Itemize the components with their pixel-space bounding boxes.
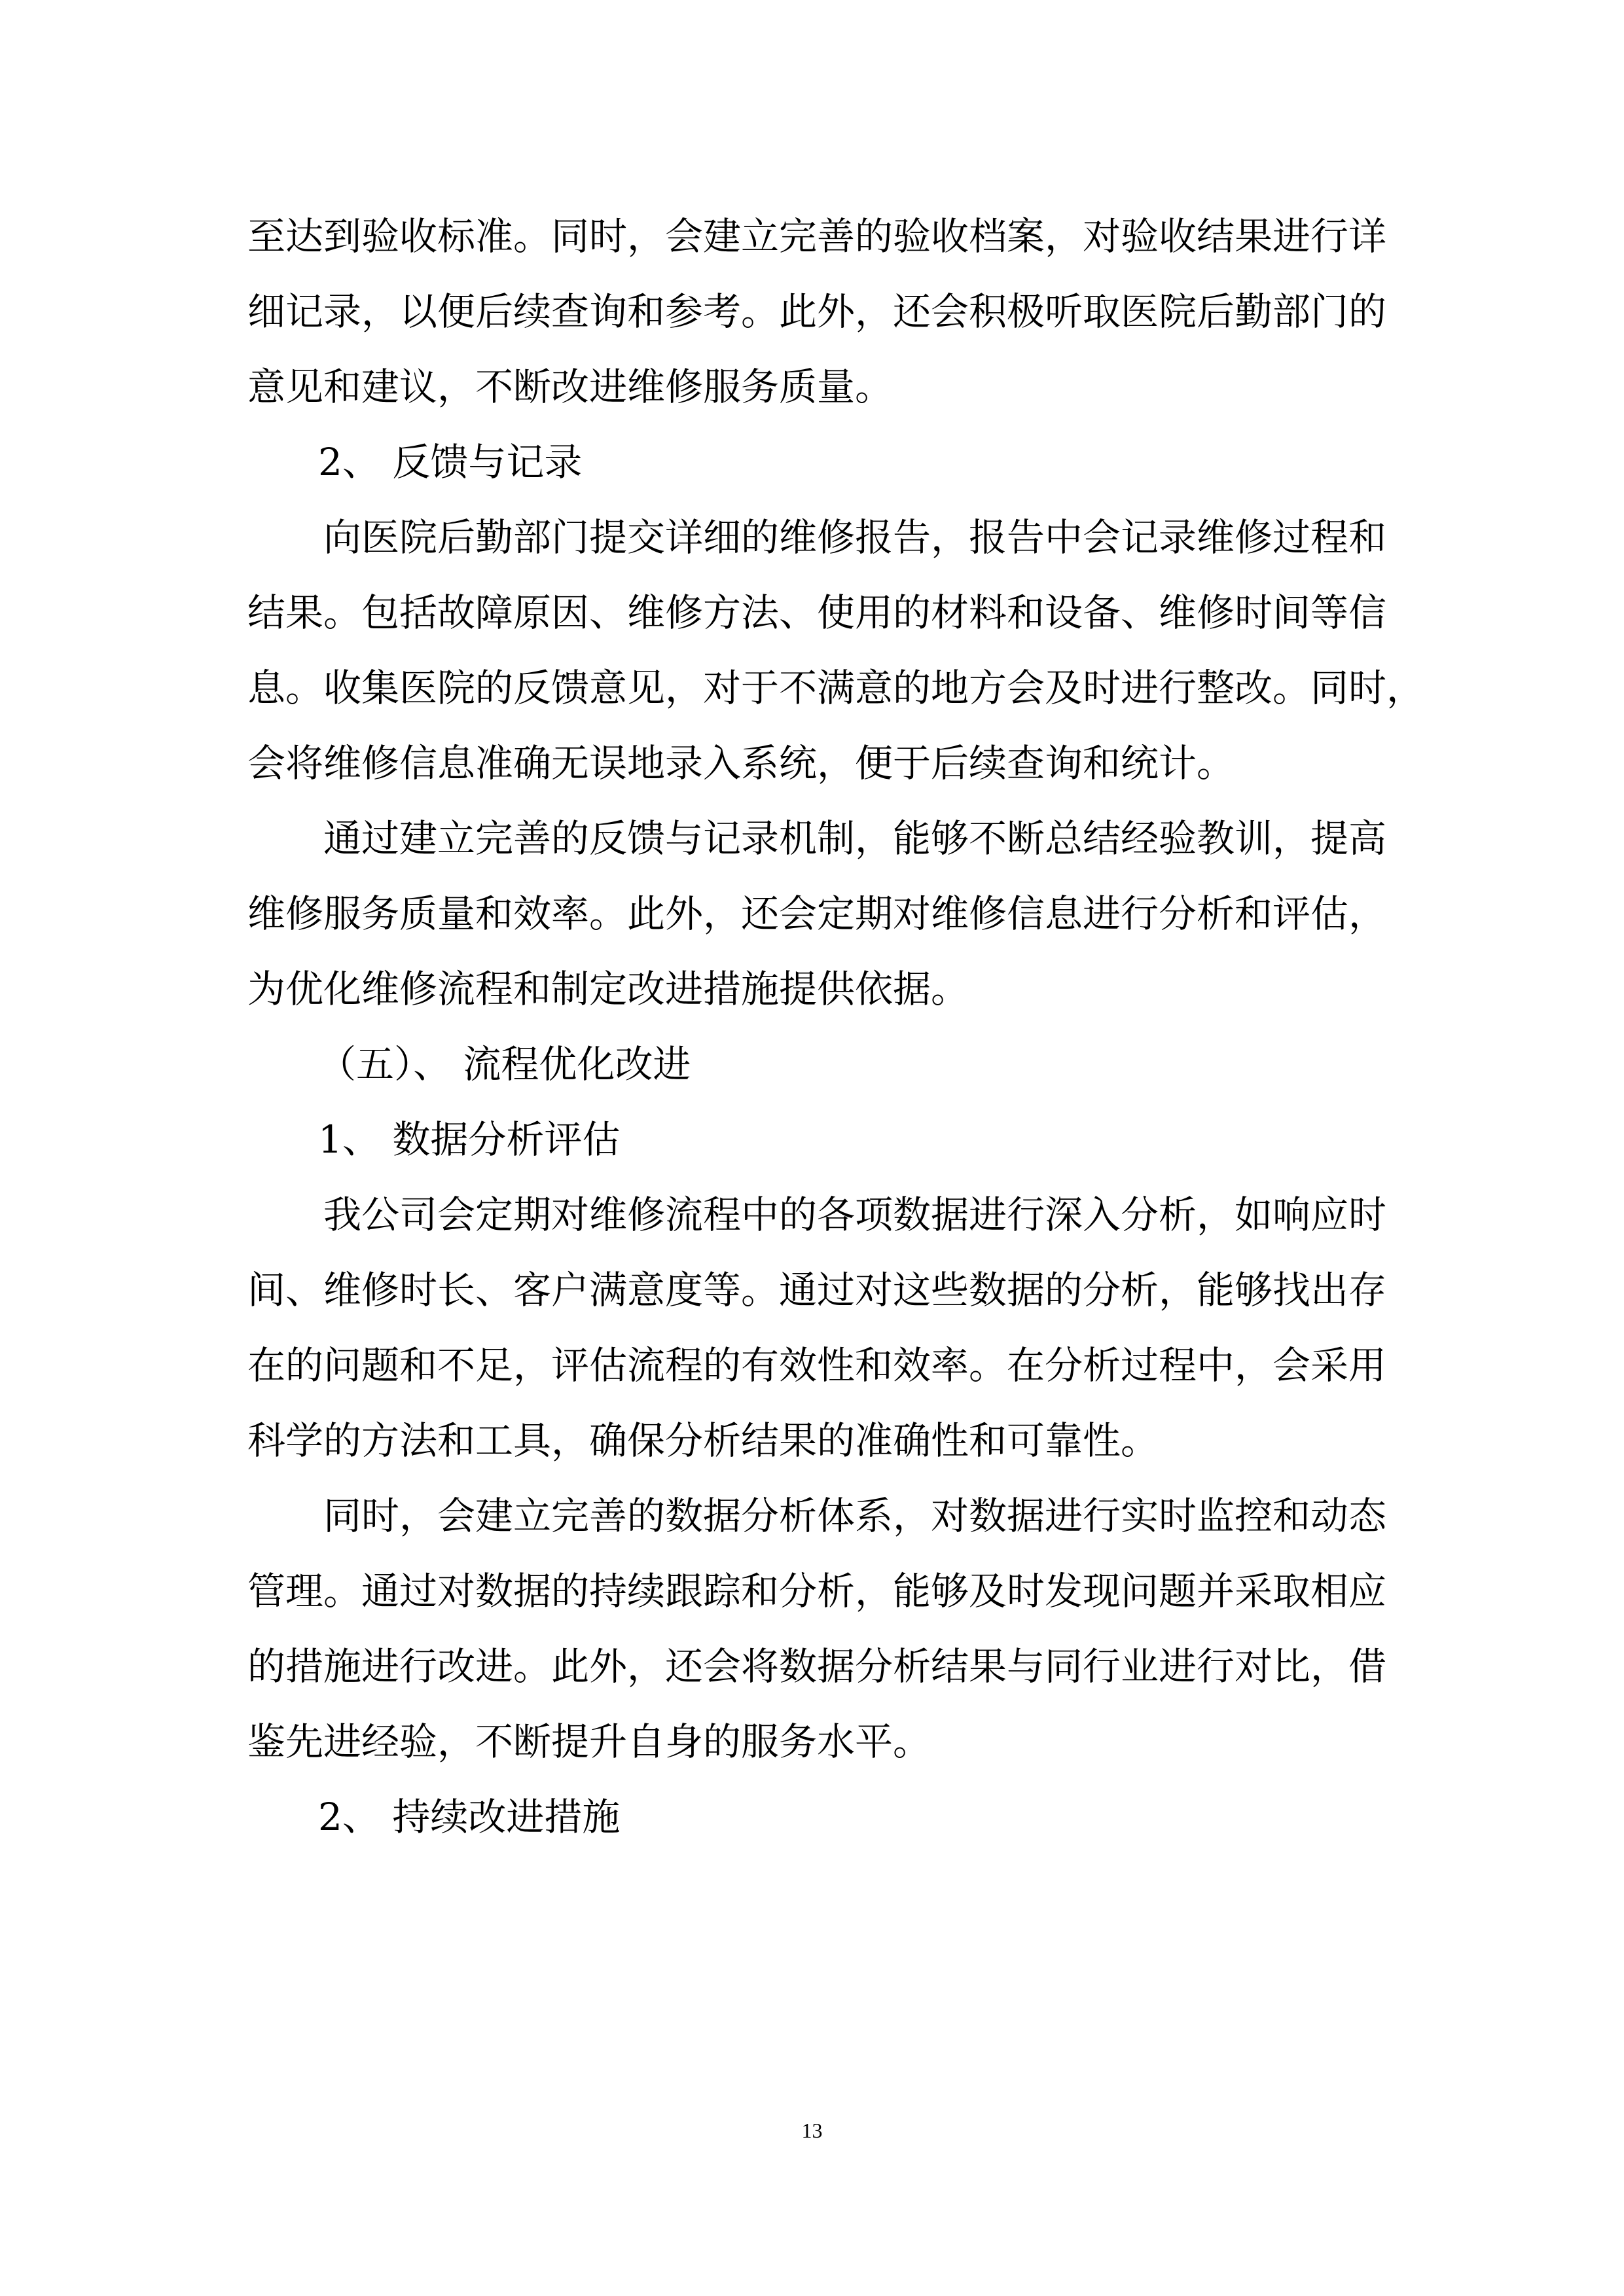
paragraph-line: 向医院后勤部门提交详细的维修报告，报告中会记录维修过程和 [323, 515, 1387, 560]
section-heading: 2、 反馈与记录 [318, 440, 583, 484]
paragraph-line: 息。收集医院的反馈意见，对于不满意的地方会及时进行整改。同时， [247, 666, 1425, 710]
paragraph-line: 我公司会定期对维修流程中的各项数据进行深入分析，如响应时 [323, 1193, 1387, 1237]
paragraph-line: 的措施进行改进。此外，还会将数据分析结果与同行业进行对比，借 [247, 1644, 1387, 1689]
section-heading: （五）、 流程优化改进 [318, 1042, 691, 1086]
paragraph-line: 为优化维修流程和制定改进措施提供依据。 [247, 967, 969, 1011]
paragraph-line: 维修服务质量和效率。此外，还会定期对维修信息进行分析和评估， [247, 891, 1387, 936]
section-heading: 2、 持续改进措施 [318, 1795, 621, 1839]
paragraph-line: 在的问题和不足，评估流程的有效性和效率。在分析过程中，会采用 [247, 1343, 1387, 1388]
paragraph-line: 同时，会建立完善的数据分析体系，对数据进行实时监控和动态 [323, 1494, 1387, 1538]
paragraph-line: 通过建立完善的反馈与记录机制，能够不断总结经验教训，提高 [323, 816, 1387, 861]
paragraph-line: 科学的方法和工具，确保分析结果的准确性和可靠性。 [247, 1418, 1159, 1463]
paragraph-line: 结果。包括故障原因、维修方法、使用的材料和设备、维修时间等信 [247, 590, 1387, 635]
paragraph-line: 管理。通过对数据的持续跟踪和分析，能够及时发现问题并采取相应 [247, 1569, 1387, 1613]
paragraph-line: 意见和建议，不断改进维修服务质量。 [247, 365, 893, 409]
page-number: 13 [801, 2119, 823, 2142]
paragraph-line: 细记录，以便后续查询和参考。此外，还会积极听取医院后勤部门的 [247, 289, 1387, 334]
paragraph-line: 会将维修信息准确无误地录入系统，便于后续查询和统计。 [247, 741, 1235, 785]
document-body [247, 199, 1425, 1855]
paragraph-line: 至达到验收标准。同时，会建立完善的验收档案，对验收结果进行详 [247, 214, 1387, 259]
paragraph-line: 间、维修时长、客户满意度等。通过对这些数据的分析，能够找出存 [247, 1268, 1387, 1312]
section-heading: 1、 数据分析评估 [318, 1117, 621, 1162]
paragraph-line: 鉴先进经验，不断提升自身的服务水平。 [247, 1719, 931, 1764]
